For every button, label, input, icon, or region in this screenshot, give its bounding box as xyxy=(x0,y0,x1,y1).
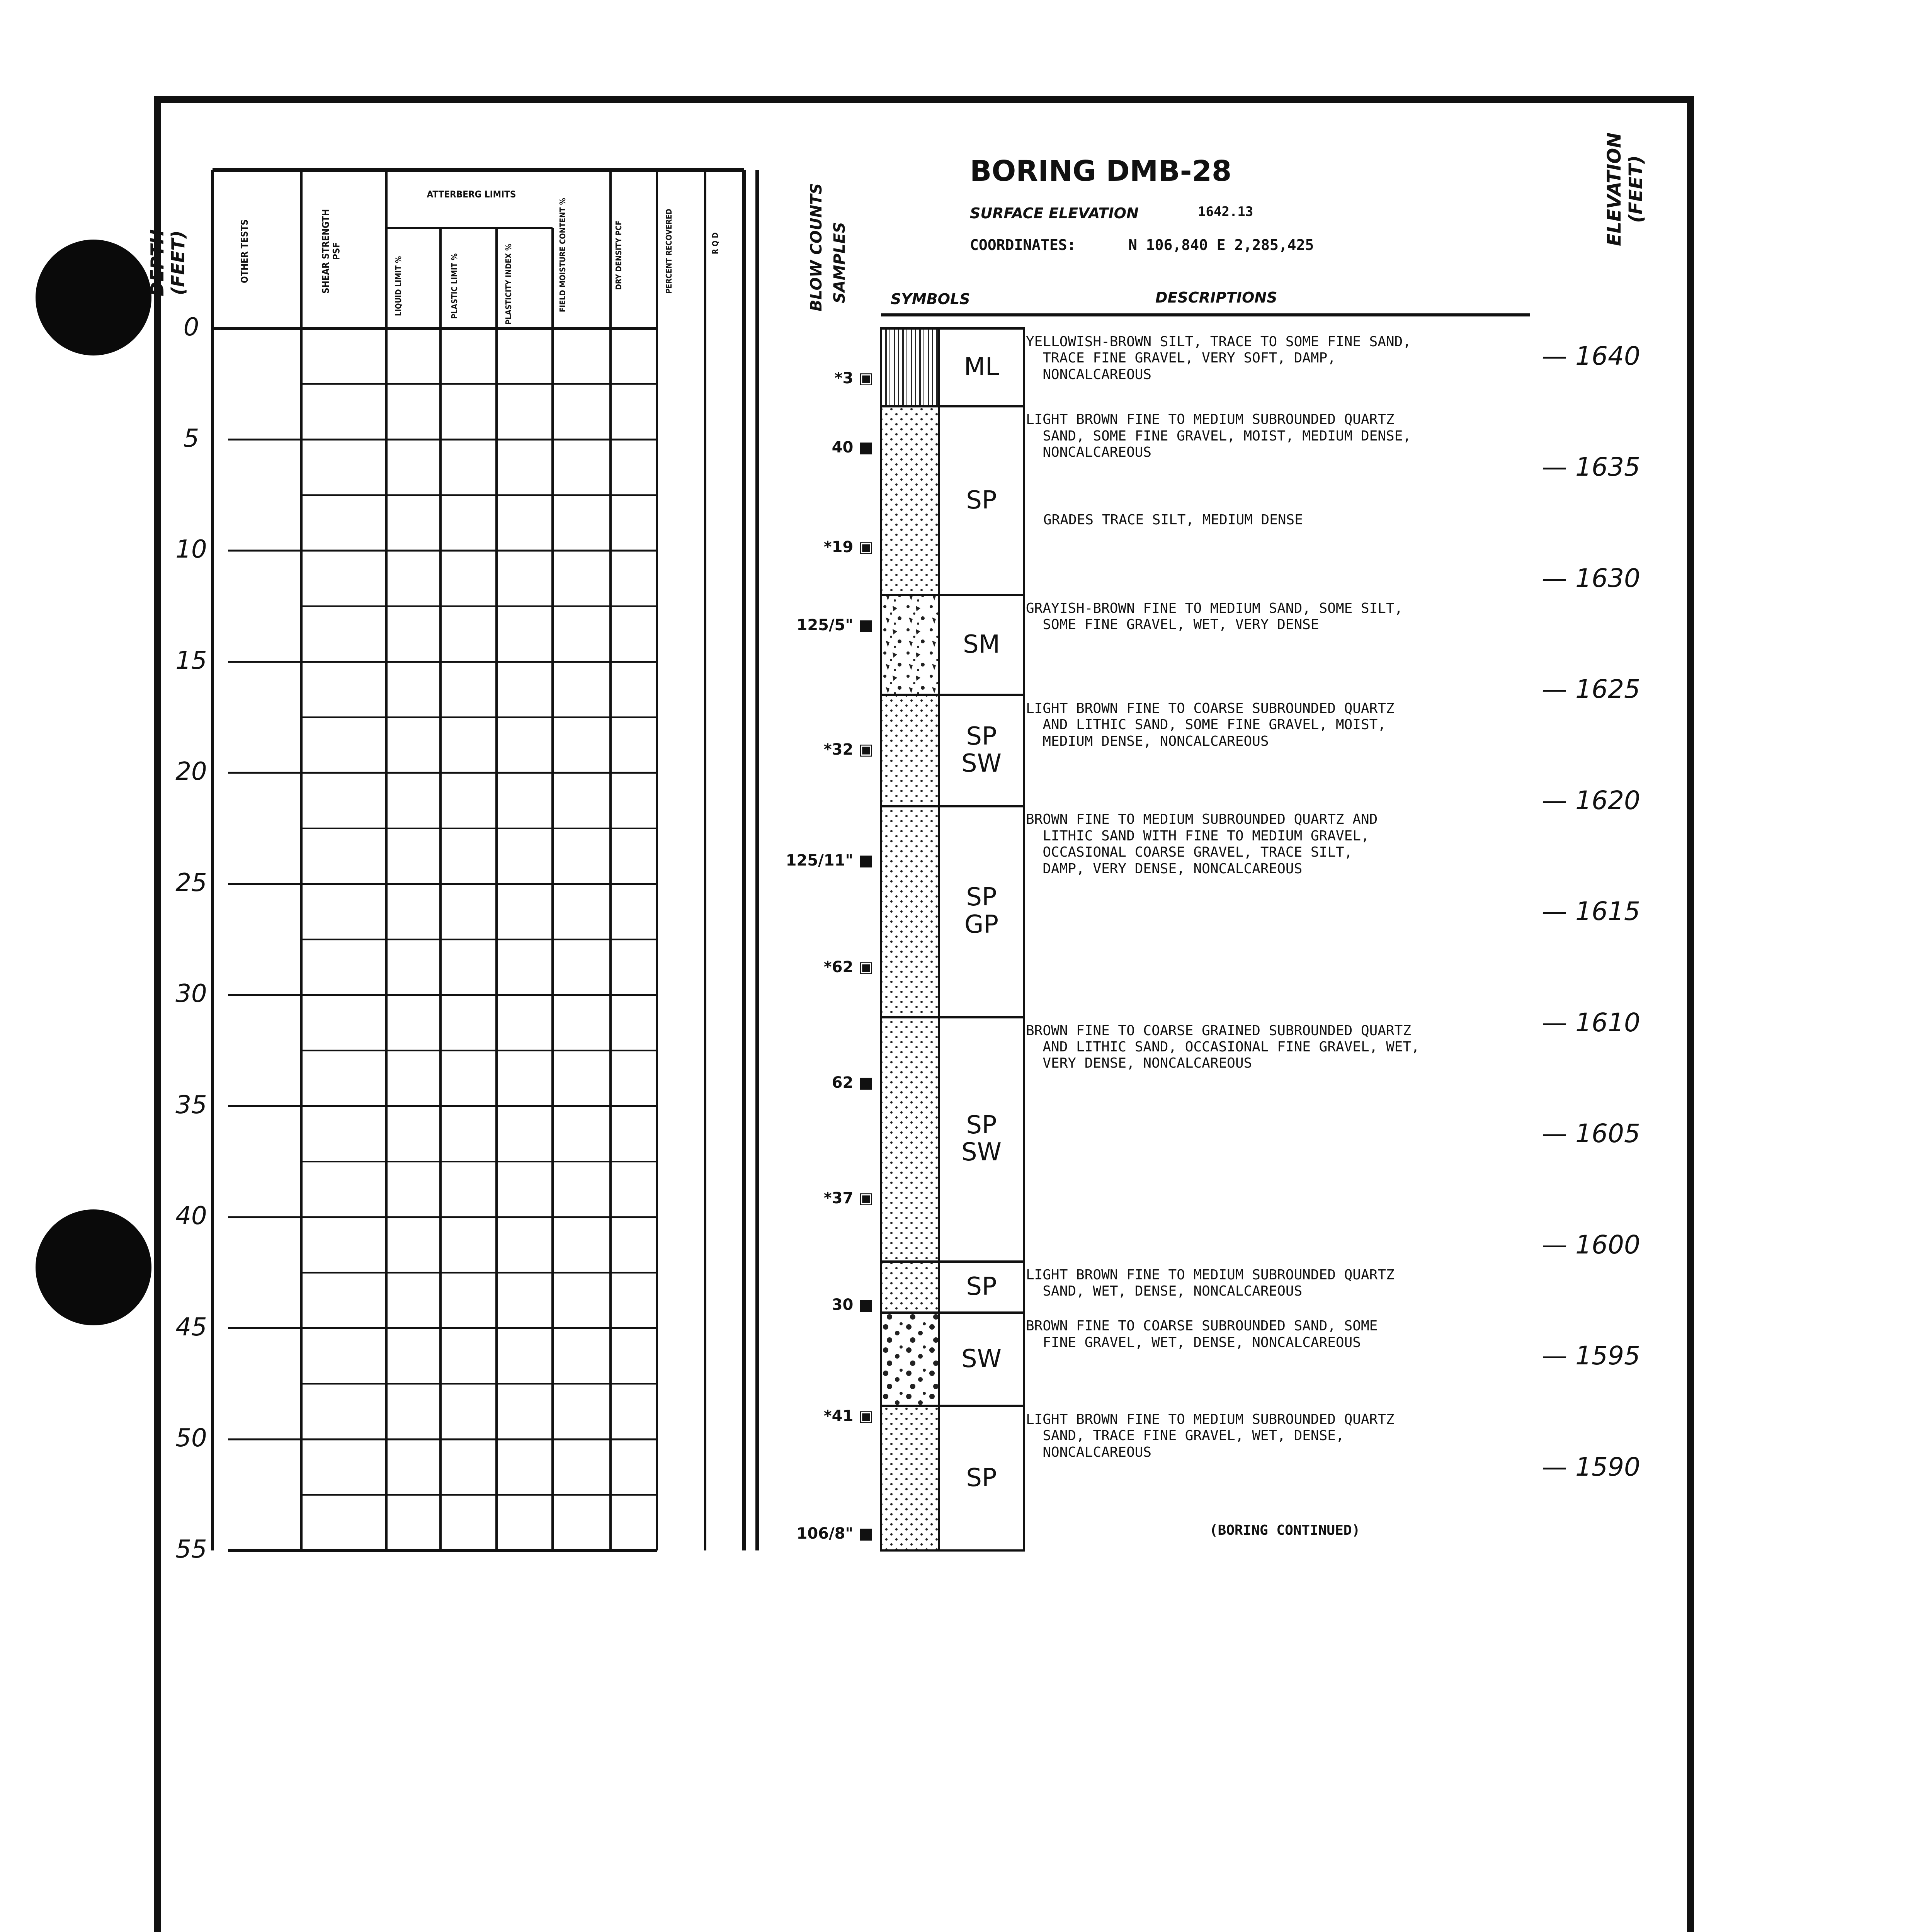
blow-count-label: 30 ■ xyxy=(832,1296,873,1314)
elevation-tick-label xyxy=(1542,1230,1640,1260)
blow-count-label: 125/11" ■ xyxy=(786,852,873,869)
elevation-value: 1590 xyxy=(1575,1452,1640,1482)
percent-recovered-header: PERCENT RECOVERED xyxy=(664,209,673,294)
coordinates-value: N 106,840 E 2,285,425 xyxy=(1128,236,1314,253)
depth-tick-label: 35 xyxy=(175,1090,207,1119)
depth-tick-label: 25 xyxy=(175,868,207,897)
grades-note: GRADES TRACE SILT, MEDIUM DENSE xyxy=(1043,512,1303,528)
descriptions-header: DESCRIPTIONS xyxy=(1155,289,1277,306)
other-tests-header: OTHER TESTS xyxy=(239,219,250,283)
elevation-tick-label xyxy=(1542,1341,1640,1371)
elevation-value: 1610 xyxy=(1575,1007,1640,1037)
plasticity-index-header: PLASTICITY INDEX % xyxy=(504,243,513,325)
layer-description: BROWN FINE TO COARSE GRAINED SUBROUNDED QUARTZ AND LITHIC SAND, OCCASIONAL FINE GRAVEL, WET, VERY DENSE, NONCALCAREOUS xyxy=(1026,1022,1420,1071)
depth-tick-label: 5 xyxy=(183,424,199,453)
uscs-symbol: SP SW xyxy=(961,722,1002,778)
uscs-symbol: SP SW xyxy=(961,1111,1002,1167)
depth-tick-label: 50 xyxy=(175,1424,207,1452)
blow-count-label: *3 ▣ xyxy=(834,369,873,388)
elevation-tick-label xyxy=(1542,1008,1640,1037)
blow-count-label: 106/8" ■ xyxy=(796,1525,873,1543)
layer-pattern-2 xyxy=(881,595,939,695)
elevation-tick-label xyxy=(1542,1119,1640,1148)
elevation-dash: — xyxy=(1542,1119,1575,1149)
uscs-symbol: SM xyxy=(963,630,1000,659)
elevation-dash: — xyxy=(1542,1007,1575,1037)
layer-description: LIGHT BROWN FINE TO MEDIUM SUBROUNDED QUARTZ SAND, WET, DENSE, NONCALCAREOUS xyxy=(1026,1267,1395,1299)
layer-pattern-8 xyxy=(881,1406,939,1551)
depth-tick-label: 15 xyxy=(175,646,207,675)
samples-header: SAMPLES xyxy=(831,222,849,304)
blow-count-label: 40 ■ xyxy=(832,438,873,456)
blow-count-label: *62 ▣ xyxy=(823,958,873,976)
blow-count-label: *19 ▣ xyxy=(823,538,873,556)
elevation-dash: — xyxy=(1542,1341,1575,1371)
plastic-limit-header: PLASTIC LIMIT % xyxy=(450,253,459,319)
elevation-header-label: ELEVATION (FEET) xyxy=(1604,132,1647,247)
elevation-dash: — xyxy=(1542,896,1575,927)
uscs-symbol: ML xyxy=(964,352,999,381)
elevation-dash: — xyxy=(1542,1230,1575,1260)
uscs-symbol: SP xyxy=(966,486,997,515)
boring-title: BORING DMB-28 xyxy=(970,155,1232,188)
depth-header-label: DEPTH (FEET) xyxy=(147,229,189,296)
depth-tick-label: 10 xyxy=(175,535,207,564)
surface-elevation-value: 1642.13 xyxy=(1198,204,1253,219)
layer-pattern-3 xyxy=(881,695,939,806)
elevation-dash: — xyxy=(1542,674,1575,704)
elevation-dash: — xyxy=(1542,452,1575,482)
layer-description: LIGHT BROWN FINE TO MEDIUM SUBROUNDED QUARTZ SAND, SOME FINE GRAVEL, MOIST, MEDIUM DENSE, NONCALCAREOUS xyxy=(1026,412,1411,461)
elevation-dash: — xyxy=(1542,563,1575,593)
elevation-dash: — xyxy=(1542,341,1575,371)
elevation-tick-label xyxy=(1542,452,1640,482)
layer-pattern-6 xyxy=(881,1262,939,1313)
layer-description: LIGHT BROWN FINE TO MEDIUM SUBROUNDED QUARTZ SAND, TRACE FINE GRAVEL, WET, DENSE, NONCALCAREOUS xyxy=(1026,1411,1395,1460)
layer-description: BROWN FINE TO MEDIUM SUBROUNDED QUARTZ AND LITHIC SAND WITH FINE TO MEDIUM GRAVEL, OCCASIONAL COARSE GRAVEL, TRACE SILT, DAMP, VERY DENSE, NONCALCAREOUS xyxy=(1026,811,1378,877)
liquid-limit-header: LIQUID LIMIT % xyxy=(394,256,403,316)
layer-description: YELLOWISH-BROWN SILT, TRACE TO SOME FINE SAND, TRACE FINE GRAVEL, VERY SOFT, DAMP, NONCALCAREOUS xyxy=(1026,334,1411,383)
uscs-symbol: SP xyxy=(966,1272,997,1301)
depth-tick-label: 40 xyxy=(175,1202,207,1230)
depth-tick-label: 55 xyxy=(175,1535,207,1564)
elevation-tick-label xyxy=(1542,341,1640,371)
layer-pattern-0 xyxy=(881,328,939,406)
elevation-tick-label xyxy=(1542,896,1640,926)
elevation-value: 1635 xyxy=(1575,452,1640,482)
test-table-grid xyxy=(213,170,757,1551)
blow-count-label: *41 ▣ xyxy=(823,1407,873,1425)
elevation-tick-label xyxy=(1542,786,1640,815)
layer-description: GRAYISH-BROWN FINE TO MEDIUM SAND, SOME SILT, SOME FINE GRAVEL, WET, VERY DENSE xyxy=(1026,600,1403,633)
elevation-value: 1600 xyxy=(1575,1230,1640,1260)
elevation-value: 1640 xyxy=(1575,341,1640,371)
elevation-value: 1620 xyxy=(1575,785,1640,815)
layer-description: LIGHT BROWN FINE TO COARSE SUBROUNDED QUARTZ AND LITHIC SAND, SOME FINE GRAVEL, MOIST, MEDIUM DENSE, NONCALCAREOUS xyxy=(1026,700,1395,749)
field-moisture-header: FIELD MOISTURE CONTENT % xyxy=(558,198,567,312)
blow-count-label: 125/5" ■ xyxy=(796,616,873,634)
layer-description: BROWN FINE TO COARSE SUBROUNDED SAND, SOME FINE GRAVEL, WET, DENSE, NONCALCAREOUS xyxy=(1026,1318,1378,1350)
uscs-symbol: SP GP xyxy=(964,883,999,939)
dry-density-header: DRY DENSITY PCF xyxy=(614,220,623,290)
elevation-value: 1630 xyxy=(1575,563,1640,593)
elevation-dash: — xyxy=(1542,785,1575,815)
elevation-value: 1615 xyxy=(1575,896,1640,927)
blow-count-label: *32 ▣ xyxy=(823,740,873,759)
depth-tick-label: 45 xyxy=(175,1313,207,1342)
elevation-value: 1595 xyxy=(1575,1341,1640,1371)
elevation-tick-label xyxy=(1542,674,1640,704)
atterberg-limits-header: ATTERBERG LIMITS xyxy=(427,189,516,200)
layer-pattern-5 xyxy=(881,1017,939,1262)
elevation-dash: — xyxy=(1542,1452,1575,1482)
depth-tick-label: 0 xyxy=(183,313,199,342)
surface-elevation-label: SURFACE ELEVATION xyxy=(970,205,1139,222)
elevation-value: 1625 xyxy=(1575,674,1640,704)
layer-pattern-7 xyxy=(881,1313,939,1406)
depth-tick-label: 20 xyxy=(175,757,207,786)
depth-tick-label: 30 xyxy=(175,980,207,1008)
layer-pattern-4 xyxy=(881,806,939,1017)
coordinates-label: COORDINATES: xyxy=(970,236,1076,253)
shear-strength-header: SHEAR STRENGTH PSF xyxy=(320,209,342,294)
blow-count-label: *37 ▣ xyxy=(823,1189,873,1207)
elevation-value: 1605 xyxy=(1575,1119,1640,1149)
elevation-tick-label xyxy=(1542,1452,1640,1482)
rqd-header: R Q D xyxy=(711,232,720,255)
blow-count-label: 62 ■ xyxy=(832,1074,873,1092)
blow-counts-header: BLOW COUNTS xyxy=(808,183,825,312)
boring-continued-note: (BORING CONTINUED) xyxy=(1209,1522,1361,1538)
layer-pattern-1 xyxy=(881,406,939,595)
uscs-symbol: SW xyxy=(961,1345,1002,1373)
elevation-tick-label xyxy=(1542,563,1640,593)
uscs-symbol: SP xyxy=(966,1463,997,1492)
symbols-header: SYMBOLS xyxy=(891,291,970,308)
